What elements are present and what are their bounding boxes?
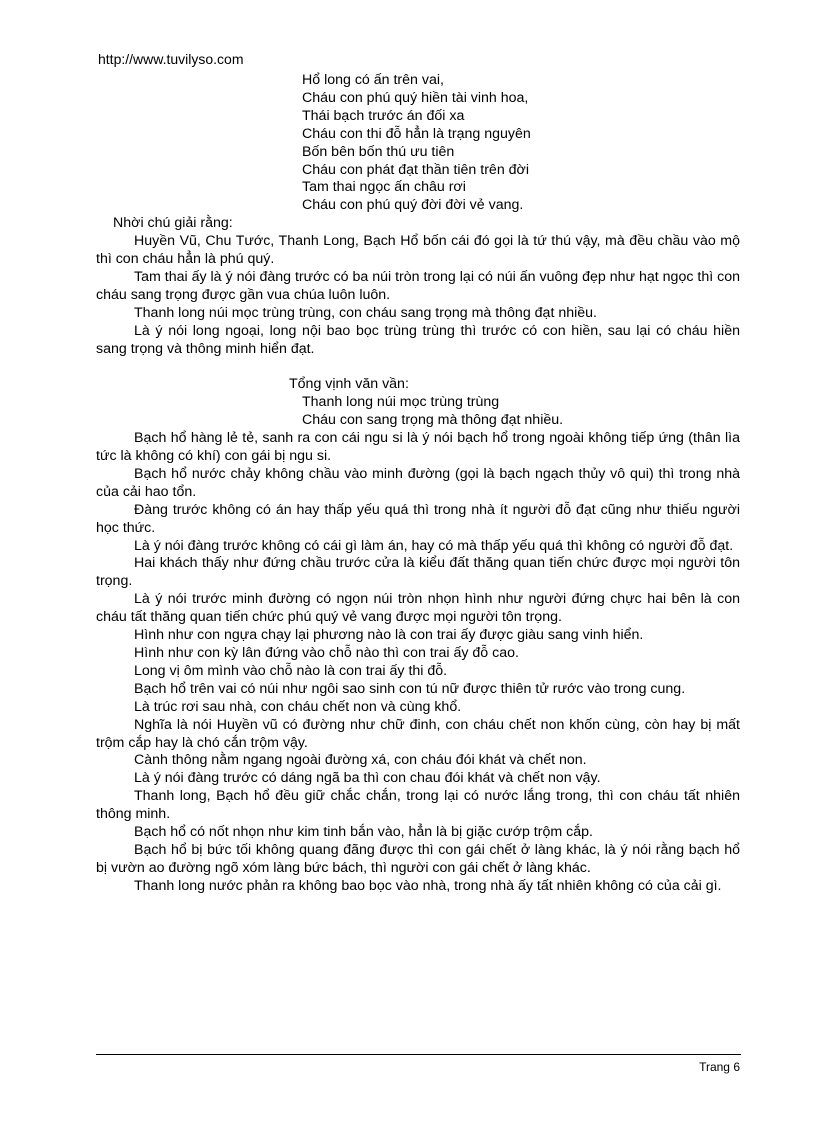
note-label: Nhời chú giải rằng:: [113, 215, 233, 232]
page-number: Trang 6: [699, 1060, 740, 1074]
paragraph: Cành thông nằm ngang ngoài đường xá, con cháu đói khát và chết non.: [134, 752, 587, 769]
paragraph: Là ý nói đàng trước không có cái gì làm án, hay có mà thấp yếu quá thì không có người đỗ đạt.: [134, 537, 734, 554]
verse-line: Tam thai ngọc ấn châu rơi: [302, 179, 466, 196]
paragraph: Thanh long nước phản ra không bao bọc vào nhà, trong nhà ấy tất nhiên không có của cải gì.: [134, 877, 722, 894]
paragraph: Là ý nói trước minh đường có ngọn núi tròn nhọn hình như người đứng chực hai bên là con cháu tất thăng quan tiến chức phú quý vẻ vang được mọi người tôn trọng.: [96, 591, 740, 626]
footer-rule: [96, 1054, 741, 1055]
verse-block: [96, 72, 740, 215]
verse-line: Bốn bên bốn thú ưu tiên: [302, 143, 455, 160]
paragraph: Bạch hổ có nốt nhọn như kim tinh bắn vào, hẳn là bị giặc cướp trộm cắp.: [134, 824, 593, 841]
paragraph: Hình như con kỳ lân đứng vào chỗ nào thì con trai ấy đỗ cao.: [134, 644, 519, 661]
verse-line: Thái bạch trước án đối xa: [302, 107, 465, 124]
page-content: [96, 72, 740, 896]
paragraph: Bạch hổ nước chảy không chầu vào minh đường (gọi là bạch ngạch thủy vô qui) thì trong nhà của cải hao tổn.: [96, 465, 740, 500]
paragraph: Là ý nói long ngoại, long nội bao bọc trùng trùng thì trước có con hiền, sau lại có cháu hiền sang trọng và thông minh hiển đạt.: [96, 322, 740, 357]
verse-line: Cháu con sang trọng mà thông đạt nhiều.: [302, 412, 564, 429]
paragraph: Tam thai ấy là ý nói đàng trước có ba núi tròn trong lại có núi ấn vuông đẹp như hạt ngọc thì con cháu sang trọng được gần vua chúa luôn luôn.: [96, 268, 740, 303]
verse-heading: Tổng vịnh văn vần:: [289, 376, 409, 393]
paragraph: Là ý nói đàng trước có dáng ngã ba thì con chau đói khát và chết non vậy.: [134, 770, 601, 787]
verse-line: Cháu con phú quý hiền tài vinh hoa,: [302, 89, 529, 106]
paragraph: Bạch hổ bị bức tối không quang đãng được thì con gái chết ở làng khác, là ý nói rằng bạch hổ bị vườn ao đường ngõ xóm làng bức bách, thì người con gái chết ở làng khác.: [96, 841, 740, 876]
paragraph: Bạch hổ hàng lẻ tẻ, sanh ra con cái ngu si là ý nói bạch hổ trong ngoài không tiếp ứng (thân lìa tức là không có khí) con gái bị ngu si.: [96, 430, 740, 465]
paragraph: Bạch hổ trên vai có núi như ngôi sao sinh con tú nữ được thiên tử rước vào trong cung.: [134, 680, 686, 697]
verse-line: Thanh long núi mọc trùng trùng: [302, 394, 500, 411]
paragraph: Là trúc rơi sau nhà, con cháu chết non và cùng khổ.: [134, 698, 462, 715]
verse-line: Hổ long có ấn trên vai,: [302, 72, 444, 88]
verse-line: Cháu con phát đạt thần tiên trên đời: [302, 161, 529, 178]
paragraph: Hai khách thấy như đứng chầu trước cửa là kiểu đất thăng quan tiến chức được mọi người tôn trọng.: [96, 555, 740, 590]
paragraph: Nghĩa là nói Huyền vũ có đường như chữ đinh, con cháu chết non khốn cùng, còn hay bị mất trộm cắp hay là chó cắn trộm vậy.: [96, 716, 740, 751]
paragraph: Thanh long, Bạch hổ đều giữ chắc chắn, trong lại có nước lắng trong, thì con cháu tất nhiên thông minh.: [96, 788, 740, 823]
paragraph: Thanh long núi mọc trùng trùng, con cháu sang trọng mà thông đạt nhiều.: [134, 304, 597, 321]
verse-line: Cháu con phú quý đời đời vẻ vang.: [302, 197, 524, 214]
paragraph: Đàng trước không có án hay thấp yếu quá thì trong nhà ít người đỗ đạt cũng như thiếu người học thức.: [96, 501, 740, 536]
paragraph: Huyền Vũ, Chu Tước, Thanh Long, Bạch Hổ bốn cái đó gọi là tứ thú vậy, mà đều chầu vào mộ thì con cháu hẳn là phú quý.: [96, 233, 740, 268]
verse-line: Cháu con thi đỗ hẳn là trạng nguyên: [302, 125, 531, 142]
paragraph: Long vị ôm mình vào chỗ nào là con trai ấy thi đỗ.: [134, 662, 448, 679]
paragraph: Hình như con ngựa chạy lại phương nào là con trai ấy được giàu sang vinh hiển.: [134, 627, 644, 644]
header-url[interactable]: http://www.tuvilyso.com: [98, 51, 244, 67]
